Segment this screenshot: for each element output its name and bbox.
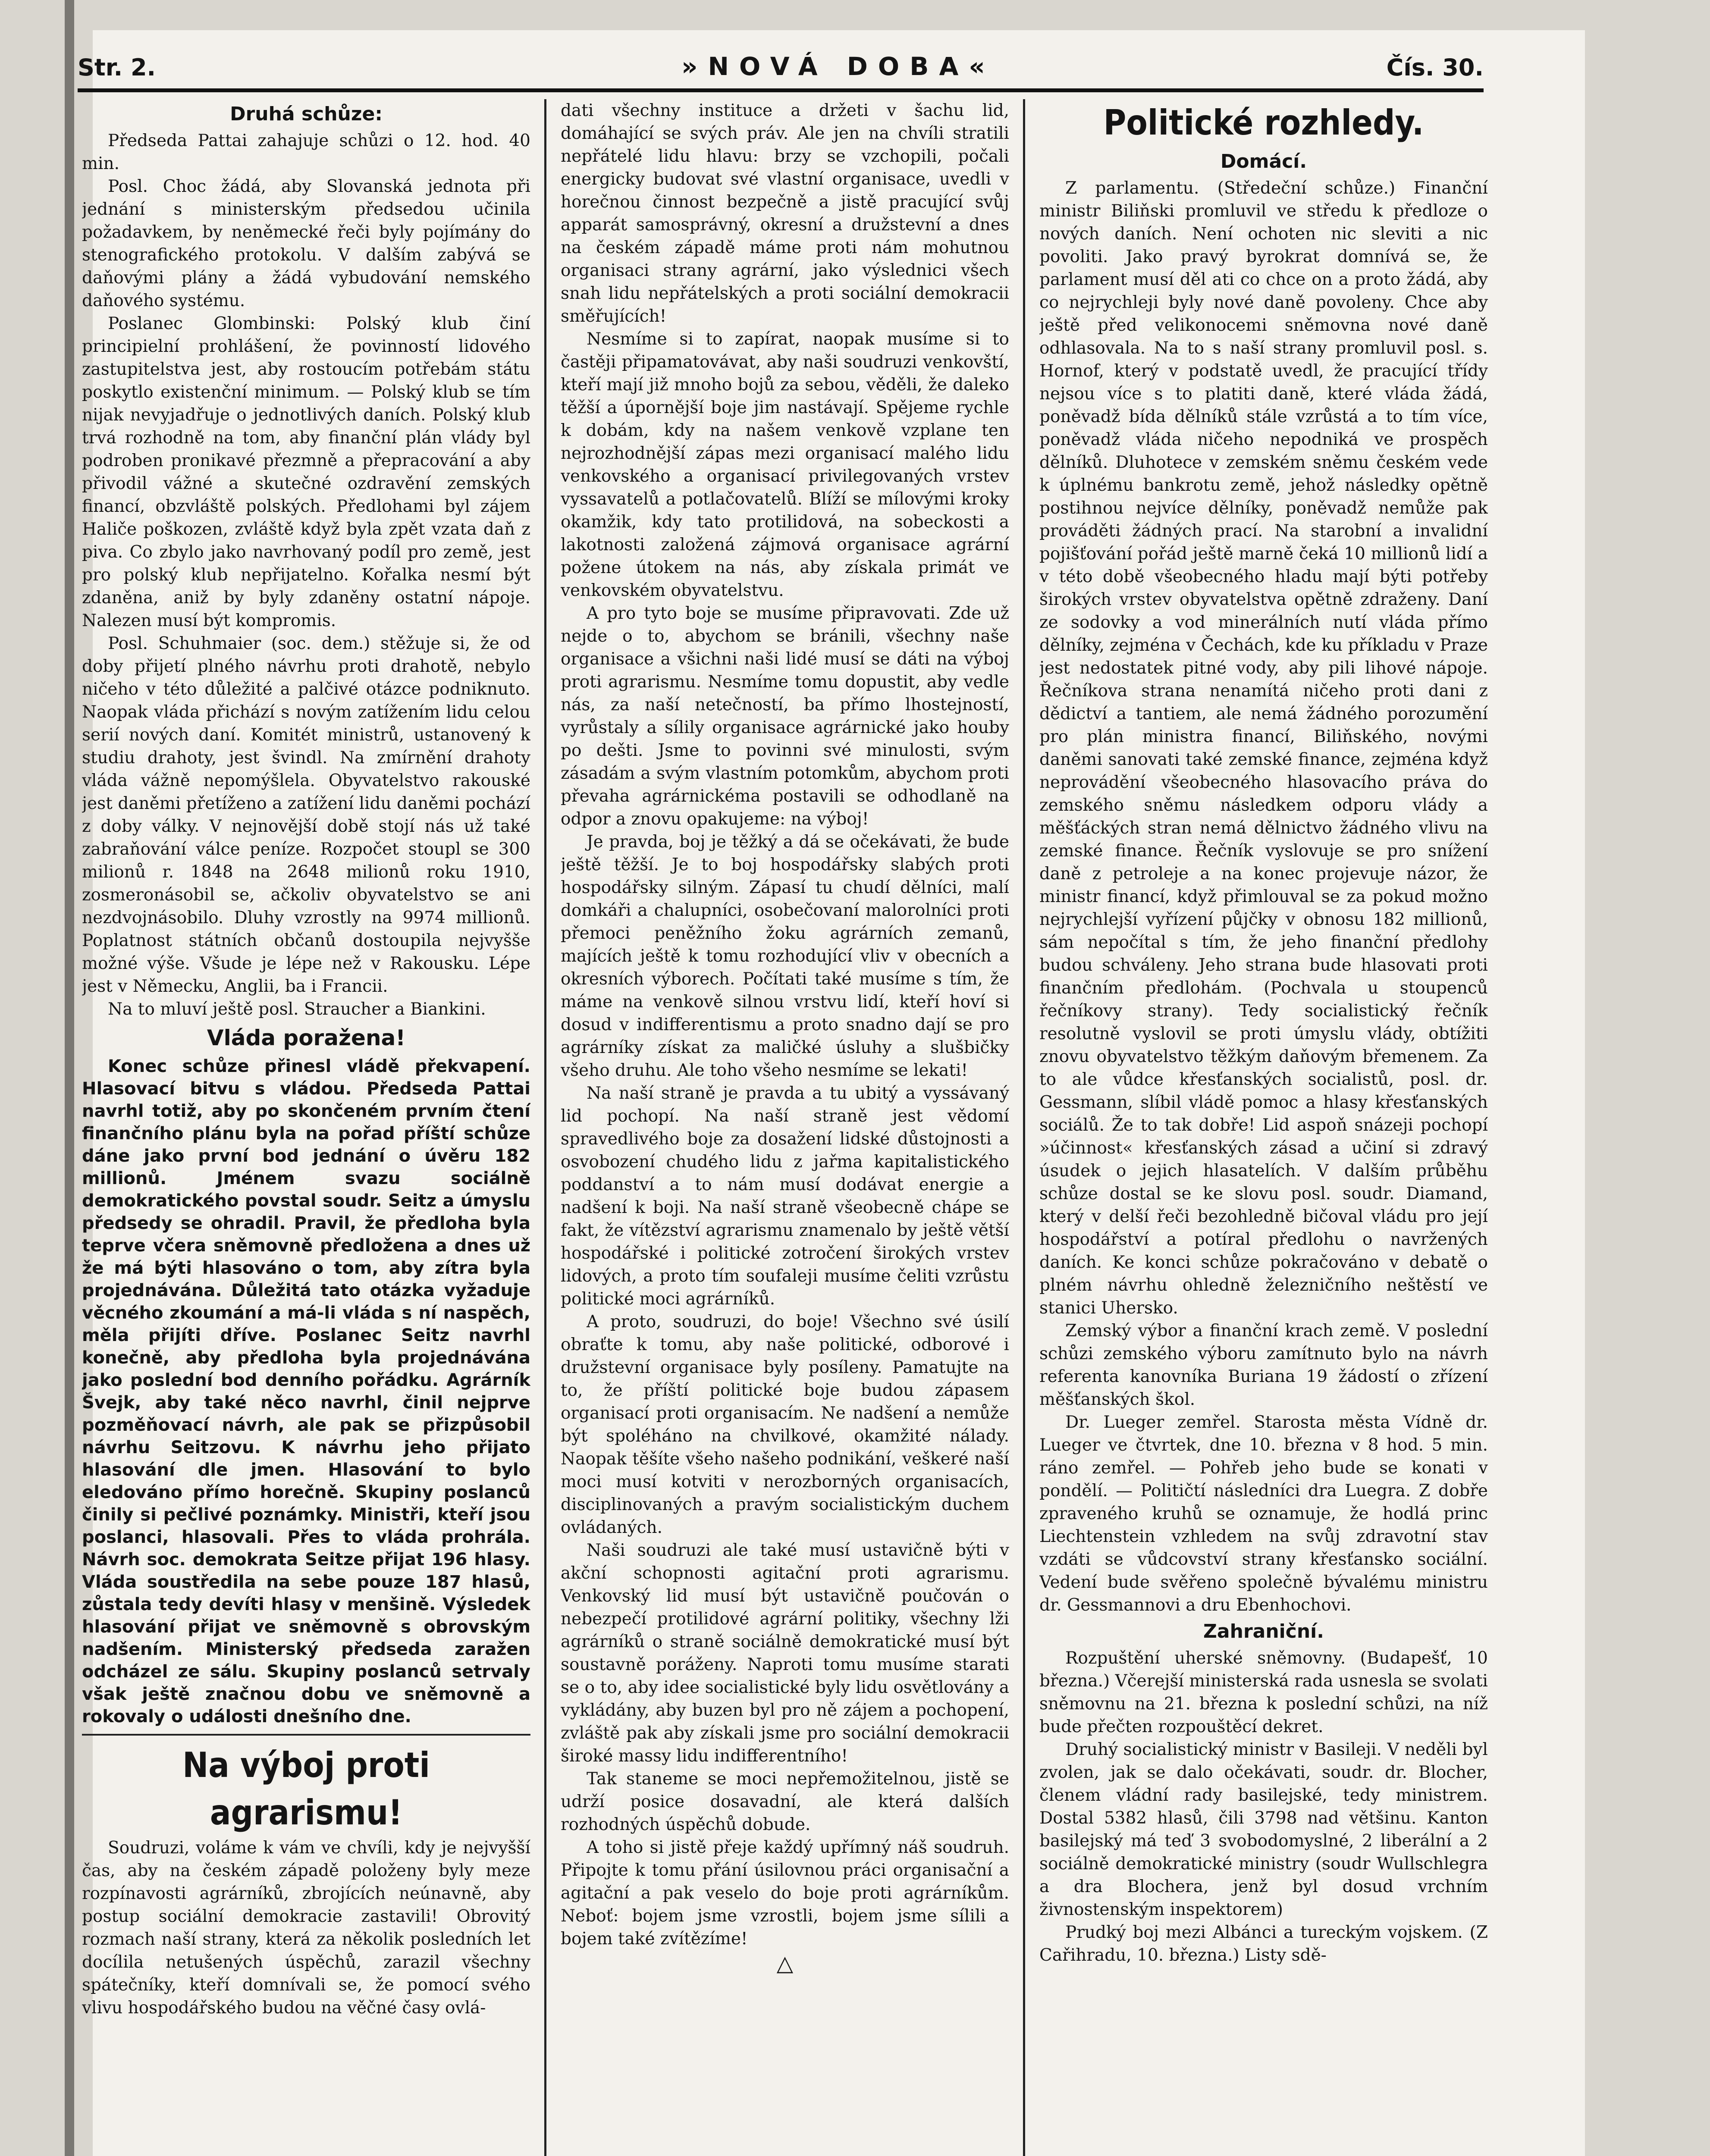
paragraph: Dr. Lueger zemřel. Starosta města Vídně dr. Lueger ve čtvrtek, dne 10. března v 8 hod. 5 min. ráno zemřel. — Pohřeb jeho bude se konati v pondělí. — Političtí následníci dra Luegra. Z dobře zpraveného kruhů se oznamuje, že hodlá princ Liechtenstein vzhledem na svůj zdravotní stav vzdáti se vůdcovství strany křesťansko sociální. Vedení bude svěřeno společně bývalému ministru dr. Gessmannovi a dru Ebenhochovi. bbox=[1039, 1413, 1488, 1615]
section-divider bbox=[82, 1734, 530, 1736]
issue-number: Čís. 30. bbox=[1386, 54, 1484, 81]
page-number: Str. 2. bbox=[78, 54, 156, 81]
heading-zahranicni: Zahraniční. bbox=[1203, 1620, 1324, 1642]
paragraph: A toho si jistě přeje každý upřímný náš soudruh. Připojte k tomu přání úsilovnou práci organisační a agitační a pak veselo do boje proti agrárníkům. Neboť: bojem jsme vzrostli, bojem jsme sílili a bojem také zvítězíme! bbox=[561, 1838, 1009, 1949]
paragraph: dati všechny instituce a držeti v šachu lid, domáhající se svých práv. Ale jen na chvíli stratili nepřátelé lidu hlavu: brzy se vzchopili, počali energicky budovat své vlastní organisace, uvedli v horečnou činnost bezpečně a jistě pracující svůj apparát samosprávný, okresní a družstevní a dnes na českém západě máme proti nám mohutnou organisaci strany agrární, jako výslednici všech snah lidu nepřátelských a proti sociální demokracii směřujících! bbox=[561, 101, 1009, 326]
column-3 bbox=[1039, 99, 1488, 2156]
paragraph: Posl. Choc žádá, aby Slovanská jednota při jednání s ministerským předsedou učinila požadavkem, by neněmecké řeči byly pojímány do stenografického protokolu. V dalším zabývá se daňovými plány a žádá vybudování nemského daňového systému. bbox=[82, 177, 530, 310]
paragraph: Zemský výbor a finanční krach země. V poslední schůzi zemského výboru zamítnuto bylo na návrh referenta kanovníka Buriana 19 žádostí o zřízení měšťanských škol. bbox=[1039, 1321, 1488, 1409]
paragraph: A pro tyto boje se musíme připravovati. Zde už nejde o to, abychom se bránili, všechny naše organisace a všichni naši lidé musí se dáti na výboj proti agrarismu. Nesmíme tomu dopustit, aby vedle nás, za naší netečností, ba přímo lhostejností, vyrůstaly a sílily organisace agrárnické jako houby po dešti. Jsme to povinni své minulosti, svým zásadám a svým vlastním potomkům, abychom proti převaha agrárnickéma postavili se odhodlaně na odpor a znovu opakujeme: na výboj! bbox=[561, 604, 1009, 829]
column-rule bbox=[1023, 99, 1025, 2156]
paragraph-bold: Konec schůze přinesl vládě překvapení. Hlasovací bitvu s vládou. Předseda Pattai navrhl totiž, aby po skončeném prvním čtení finančního plánu byla na pořad příští schůze dáne jako první bod jednání o úvěru 182 millionů. Jménem svazu sociálně demokratického povstal soudr. Seitz a úmyslu předsedy se ohradil. Pravil, že předloha byla teprve včera sněmovně předložena a dnes už že má býti hlasováno o tom, aby zítra byla projednávána. Důležitá tato otázka vyžaduje věcného zkoumání a má-li vláda s ní naspěch, měla přijíti dříve. Poslanec Seitz navrhl konečně, aby předloha byla projednávána jako poslední bod denního pořádku. Agrárník Švejk, aby také něco navrhl, činil nejprve pozměňovací návrh, ale pak se přizpůsobil návrhu Seitzovu. K návrhu jeho přijato hlasování dle jmen. Hlasování to bylo eledováno přímo horečně. Skupiny poslanců činily si pečlivé poznámky. Ministři, kteří jsou poslanci, hlasovali. Přes to vláda prohrála. Návrh soc. demokrata Seitze přijat 196 hlasy. Vláda soustředila na sebe pouze 187 hlasů, zůstala tedy devíti hlasy v menšině. Výsledek hlasování přijat ve sněmovně s obrovským nadšením. Ministerský předseda zaražen odcházel ze sálu. Skupiny poslanců setrvaly však ještě značnou dobu ve sněmovně a rokovaly o události dnešního dne. bbox=[82, 1056, 530, 1727]
column-2 bbox=[561, 99, 1009, 2156]
paragraph: Předseda Pattai zahajuje schůzi o 12. hod. 40 min. bbox=[82, 131, 530, 173]
paragraph: Z parlamentu. (Středeční schůze.) Finanční ministr Biliňski promluvil ve středu k předloze o nových daních. Není ochoten nic sleviti a nic povoliti. Jako pravý byrokrat domnívá se, že parlament musí děl ati co chce on a proto žádá, aby co nejrychleji byly nové daně povoleny. Chce aby ještě před velikonocemi sněmovna nové daně odhlasovala. Na to s naší strany promluvil posl. s. Hornof, který v podstatě uvedl, že pracující třídy nejsou více s to platiti daně, které vláda žádá, poněvadž bída dělníků stále vzrůstá a to tím více, poněvadž vláda ničeho nepodniká ve prospěch dělníků. Dluhotece v zemském sněmu českém vede k úplnému bankrotu země, jehož následky opětně postihnou nejvíce dělníky, poněvadž nemůže pak prováděti žádných prací. Na starobní a invalidní pojišťování pořád ještě marně čeká 10 millionů lidí a v této době všeobecného hladu mají býti potřeby širokých vrstev obyvatelstva opětně zdraženy. Daní ze sodovky a vod minerálních nutí vláda přímo dělníky, zejména v Čechách, kde ku příkladu v Praze jest nedostatek pitné vody, aby pili lihové nápoje. Řečníkova strana nenamítá ničeho proti dani z dědictví a tantiem, ale nemá žádného porozumění pro plán ministra financí, Biliňského, novými daněmi sanovati také zemské finance, zejména když neprovádění všeobecného hlasovacího práva do zemského sněmu následkem odporu vlády a měšťáckých stran nemá dělnictvo žádného vlivu na zemské finance. Řečník vyslovuje se pro snížení daně z petroleje a na konec projevuje názor, že ministr financí, když přimlouval se za pokud možno nejrychlejší vyřízení půjčky v obnosu 182 millionů, sám nepočítal s tím, že jeho finanční předlohy budou schváleny. Jeho strana bude hlasovati proti finančním předlohám. (Pochvala u stoupenců řečníkovy strany). Tedy socialistický řečník resolutně vyslovil se proti úmyslu vlády, obtížiti znovu obyvatelstvo těžkým daňovým břemenem. Za to ale vůdce křesťanských socialistů, posl. dr. Gessmann, slíbil vládě pomoc a hlasy křesťanských sociálů. Že to tak dobře! Lid aspoň snázeji pochopí »účinnost« křesťanských zásad a učiní si zdravý úsudek o jejich hlasatelích. V dalším průběhu schůze dostal se ke slovu posl. soudr. Diamand, který v delší řeči bezohledně bičoval vládu pro její hospodářství a potíral předlohu o navržených daních. Ke konci schůze pokračováno v debatě o plném návrhu ohledně železničního neštěstí ve stanici Uhersko. bbox=[1039, 179, 1488, 1318]
paragraph: Na to mluví ještě posl. Straucher a Biankini. bbox=[108, 1000, 486, 1019]
paragraph: A proto, soudruzi, do boje! Všechno své úsilí obraťte k tomu, aby naše politické, odborové i družstevní organisace byly posíleny. Pamatujte na to, že příští politické boje budou zápasem organisací proti organisacím. Ne nadšení a nemůže být spoléháno na chvilkové, okamžité nálady. Naopak těšíte všeho našeho podnikání, veškeré naší moci musí kotviti v nerozborných organisacích, disciplinovaných a pravým socialistickým duchem ovládaných. bbox=[561, 1312, 1009, 1537]
column-1 bbox=[82, 99, 530, 2156]
paragraph: Je pravda, boj je těžký a dá se očekávati, že bude ještě těžší. Je to boj hospodářsky slabých proti hospodářsky silným. Zápasí tu chudí dělníci, malí domkáři a chalupníci, osobečovaní malorolníci proti přemoci peněžního žoku agrárních zemanů, majících ještě k tomu rozhodující vliv v obecních a okresních výborech. Počítati také musíme s tím, že máme na venkově silnou vrstvu lidí, kteří hoví si dosud v indifferentismu a proto snadno dají se pro agrárníky získat za maličké úsluhy a slušbičky všeho druhu. Ale toho všeho nesmíme se lekati! bbox=[561, 832, 1009, 1080]
paragraph: Nesmíme si to zapírat, naopak musíme si to častěji připamatovávat, aby naši soudruzi venkovští, kteří mají již mnoho bojů za sebou, věděli, že daleko těžší a úpornější boje jim nastávají. Spějeme rychle k dobám, kdy na našem venkově vzplane ten nejrozhodnější zápas mezi organisací malého lidu venkovského a organisací privilegovaných vrstev vyssavatelů a potlačovatelů. Blíží se mílovými kroky okamžik, kdy tato protilidová, na sobeckosti a lakotnosti založená zájmová organisace agrární požene útokem na nás, aby získala primát ve venkovském obyvatelstvu. bbox=[561, 329, 1009, 600]
column-rule bbox=[544, 99, 546, 2156]
paragraph: Soudruzi, voláme k vám ve chvíli, kdy je nejvyšší čas, aby na českém západě položeny byly meze rozpínavosti agrárníků, zbrojících neúnavně, aby postup sociální demokracie zastavili! Obrovitý rozmach naší strany, která za několik posledních let docílila netušených úspěchů, zarazil všechny spátečníky, kteří domnívali se, že pomocí svého vlivu hospodářského budou na věčné časy ovlá- bbox=[82, 1838, 530, 2018]
paragraph: Rozpuštění uherské sněmovny. (Budapešť, 10 března.) Včerejší ministerská rada usnesla se svolati sněmovnu na 21. března k poslední schůzi, na níž bude přečten rozpouštěcí dekret. bbox=[1039, 1648, 1488, 1736]
paragraph: Prudký boj mezi Albánci a tureckým vojskem. (Z Cařihradu, 10. března.) Listy sdě- bbox=[1039, 1923, 1488, 1965]
paragraph: Poslanec Glombinski: Polský klub činí principielní prohlášení, že povinností lidového zastupitelstva jest, aby rostoucím potřebám státu poskytlo existenční minimum. — Polský klub se tím nijak nevyjadřuje o jednotlivých daních. Polský klub trvá rozhodně na tom, aby finanční plán vlády byl podroben pronikavé přezmně a přepracování a aby přivodil vážné a skutečné ozdravění zemských financí, obzvláště polských. Předlohami byl zájem Haliče poškozen, zvláště když byla zpět vzata daň z piva. Co zbylo jako navrhovaný podíl pro země, jest pro polský klub nepřijatelno. Kořalka nesmí být zdaněna, aniž by byly zdaněny ostatní nápoje. Nalezen musí být kompromis. bbox=[82, 314, 530, 630]
heading-na-vyboj: Na výboj proti agrarismu! bbox=[182, 1745, 430, 1833]
heading-vlada-porazena: Vláda poražena! bbox=[207, 1025, 406, 1050]
paragraph: Naši soudruzi ale také musí ustavičně býti v akční schopnosti agitační proti agrarismu. Venkovský lid musí být ustavičně poučován o nebezpečí protilidové agrární politiky, všechny lži agrárníků o straně sociálně demokratické musí být soustavně poráženy. Naproti tomu musíme starati se o to, aby idee socialistické byly lidu osvětlovány a vykládány, aby buzen byl pro ně zájem a pochopení, zvláště pak aby získali jsme pro sociální demokracii široké massy lidu indifferentního! bbox=[561, 1541, 1009, 1766]
paragraph: Druhý socialistický ministr v Basileji. V neděli byl zvolen, jak se dalo očekávati, soudr. dr. Blocher, členem vládní rady basilejské, tedy ministrem. Dostal 5382 hlasů, čili 3798 nad většinu. Kanton basilejský má teď 3 svobodomyslné, 2 liberální a 2 sociálně demokratické ministry (soudr Wullschlegra a dra Blochera, jenž byl dosud vrchním živnostenským inspektorem) bbox=[1039, 1740, 1488, 1919]
scan-edge bbox=[65, 0, 74, 2156]
paper-title: »NOVÁ DOBA« bbox=[681, 52, 995, 81]
heading-domaci: Domácí. bbox=[1220, 150, 1307, 172]
paragraph: Posl. Schuhmaier (soc. dem.) stěžuje si, že od doby přijetí plného návrhu proti drahotě, nebylo ničeho v této důležité a palčivé otázce podniknuto. Naopak vláda přichází s novým zatížením lidu celou serií nových daní. Komitét ministrů, ustanovený k studiu drahoty, jest švindl. Na zmírnění drahoty vláda vážně nepomýšlela. Obyvatelstvo rakouské jest daněmi přetíženo a zatížení lidu daněmi pochází z doby války. V nejnovější době stojí nás už také zabraňování válce peníze. Rozpočet stoupl se 300 milionů r. 1848 na 2648 milionů roku 1910, zosmeronásobil se, ačkoliv obyvatelstvo se ani nezdvojnásobilo. Dluhy vzrostly na 9974 millionů. Poplatnost státních občanů dostoupila nejvyšše možné výše. Všude je lépe než v Rakousku. Lépe jest v Německu, Anglii, ba i Francii. bbox=[82, 634, 530, 996]
paragraph: Tak staneme se moci nepřemožitelnou, jistě se udrží posice dosavadní, ale která dalších rozhodných úspěchů dobude. bbox=[561, 1769, 1009, 1834]
page-header bbox=[78, 37, 1484, 92]
heading-politicke-rozhledy: Politické rozhledy. bbox=[1103, 103, 1424, 143]
paragraph: Na naší straně je pravda a tu ubitý a vyssávaný lid pochopí. Na naší straně jest vědomí spravedlivého boje za dosažení lidské důstojnosti a osvobození chudého lidu z jařma kapitalistického poddanství a to nám musí dodávat energie a nadšení k boji. Na naší straně všeobecně chápe se fakt, že vítězství agrarismu znamenalo by ještě větší hospodářské i politické zotročení širokých vrstev lidových, a proto tím soufaleji musíme čeliti vzrůstu politické moci agrárníků. bbox=[561, 1084, 1009, 1309]
end-mark-icon: △ bbox=[776, 1951, 794, 1976]
heading-druha-schuze: Druhá schůze: bbox=[230, 103, 383, 125]
